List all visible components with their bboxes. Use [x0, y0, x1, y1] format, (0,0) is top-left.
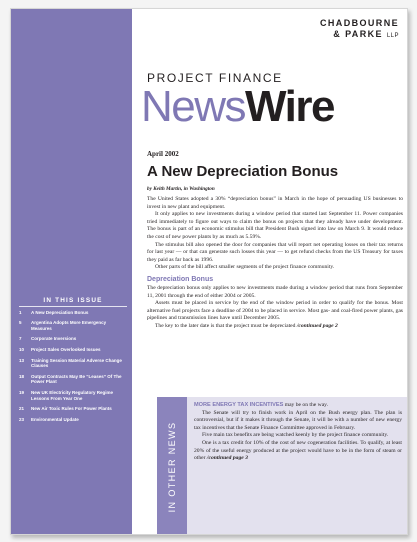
purple-sidebar — [11, 9, 132, 534]
contents-item[interactable] — [19, 406, 127, 412]
contents-title: New Air Toxic Rules For Power Plants — [31, 406, 112, 412]
masthead-label: PROJECT FINANCE — [147, 71, 283, 85]
other-news-lead-text: may be on the way. — [284, 402, 329, 408]
in-other-news-tab — [157, 397, 187, 535]
contents-page-number: 7 — [19, 336, 22, 342]
in-this-issue-title: IN THIS ISSUE — [43, 297, 103, 304]
firm-name-line2: & PARKE — [333, 29, 383, 39]
contents-item[interactable] — [19, 310, 127, 316]
firm-logo — [320, 18, 399, 42]
contents-page-number: 1 — [19, 309, 22, 315]
other-news-last-paragraph — [194, 440, 402, 463]
firm-suffix: LLP — [386, 33, 399, 39]
contents-list — [19, 310, 127, 423]
contents-page-number: 13 — [19, 357, 25, 363]
continued-link[interactable]: /continued page 2 — [296, 322, 338, 329]
article-paragraph: The United States adopted a 30% “depreciation bonus” in March in the hope of persuading US businesses to invest in new plant and equipment. — [147, 196, 403, 210]
contents-page-number: 18 — [19, 373, 25, 379]
last-paragraph-text: The key to the later date is that the project must be depreciated — [155, 322, 296, 329]
in-other-news-box — [157, 397, 408, 535]
other-news-kicker: MORE ENERGY TAX INCENTIVES — [194, 402, 284, 408]
issue-date: April 2002 — [147, 150, 179, 158]
contents-title: A New Depreciation Bonus — [31, 309, 89, 315]
contents-item[interactable] — [19, 347, 127, 353]
title-part-news: News — [141, 82, 246, 131]
masthead — [141, 71, 403, 129]
contents-title: New UK Electricity Regulatory Regime Lessons From Year One — [31, 390, 114, 401]
contents-title: Output Contracts May Be “Leases” Of The Power Plant — [31, 373, 122, 385]
newsletter-page — [10, 8, 408, 535]
contents-page-number: 10 — [19, 347, 25, 353]
other-news-lead — [194, 402, 402, 410]
last-paragraph — [147, 323, 403, 331]
in-other-news-body — [194, 402, 402, 463]
other-news-paragraph: Five main tax benefits are being watched keenly by the project finance community. — [202, 432, 389, 439]
section-heading: Depreciation Bonus — [147, 275, 214, 283]
contents-title: Corporate Inversions — [31, 336, 77, 342]
contents-title: Training Session Material Adverse Change Clauses — [31, 357, 122, 369]
contents-title: Argentina Adopts More Emergency Measures — [31, 320, 107, 331]
section-paragraph: Assets must be placed in service by the end of the window period in order to qualify for the bonus. Most alternative fuel projects face a deadline of 2004 to be placed in service. Most gas- and coal-fired power plants, gas pipelines and transmission lines have until December 2005. — [147, 300, 403, 322]
other-news-paragraph-text: One is a tax credit for 10% of the cost of new cogeneration facilities. To qualify, at least 20% of the useful energy produced at the project would have to be in the form of steam or other — [194, 439, 402, 462]
article-headline: A New Depreciation Bonus — [147, 163, 339, 180]
title-part-wire: Wire — [245, 82, 334, 131]
section-paragraph: The depreciation bonus only applies to new investments made during a window period that runs from September 11, 2001 through the end of either 2004 or 2005. — [147, 284, 403, 299]
contents-item[interactable] — [19, 358, 127, 369]
lead-article — [147, 163, 403, 331]
other-news-paragraph: The Senate will try to finish work in April on the Bush energy plan. The plan is controversial, but if it makes it through the Senate, it will be with a number of new energy tax incentives that the Senate Finance Committee approved in February. — [194, 409, 402, 431]
article-paragraph: Other parts of the bill affect smaller segments of the project finance community. — [155, 264, 335, 271]
contents-page-number: 19 — [19, 390, 25, 396]
contents-item[interactable] — [19, 336, 127, 342]
article-paragraph: The stimulus bill also opened the door for companies that will report net operating losses on their tax returns for last year — or that can generate such losses this year — to get refund checks from the US Treasury for taxes they paid as far back as 1996. — [147, 241, 403, 263]
contents-item[interactable] — [19, 417, 127, 423]
contents-title: Project Sales Overlooked Issues — [31, 347, 101, 353]
contents-title: Environmental Update — [31, 416, 79, 422]
contents-item[interactable] — [19, 320, 127, 331]
continued-link[interactable]: /continued page 3 — [206, 455, 248, 462]
firm-name-line1: CHADBOURNE — [320, 18, 399, 28]
article-byline: by Keith Martin, in Washington — [147, 186, 215, 192]
contents-page-number: 21 — [19, 406, 25, 412]
contents-item[interactable] — [19, 374, 127, 385]
contents-item[interactable] — [19, 390, 127, 401]
in-this-issue-panel — [19, 297, 127, 427]
contents-page-number: 5 — [19, 320, 22, 326]
divider — [19, 306, 127, 307]
in-other-news-label: IN OTHER NEWS — [167, 421, 177, 513]
newsletter-title — [141, 82, 403, 131]
article-paragraph: It only applies to new investments during a window period that started last September 11. Power companies tried immediately to figure out ways to claim the bonus on projects that they already have under development. The bonus is part of an economic stimulus bill that President Bush signed into law on March 9. It would reduce the cost of new power plants by as much as 5.59%. — [147, 211, 403, 240]
contents-page-number: 23 — [19, 416, 25, 422]
